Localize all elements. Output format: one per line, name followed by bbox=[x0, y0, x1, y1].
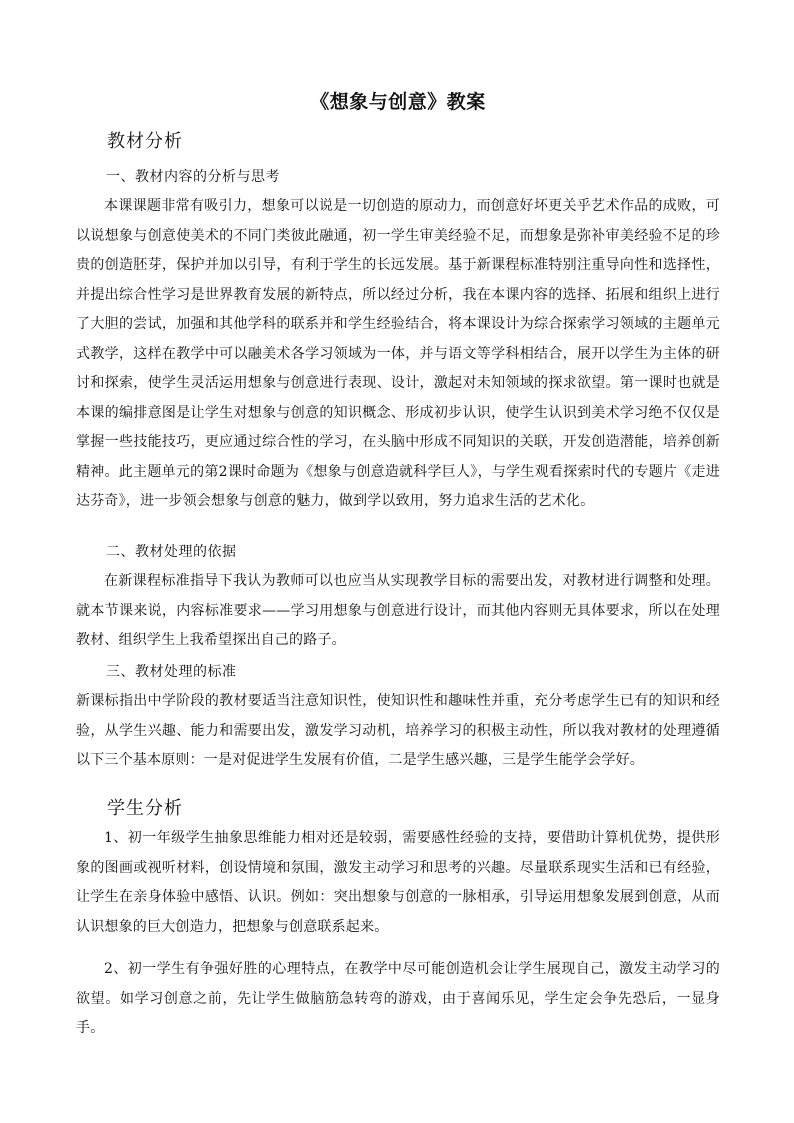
subheading-content-analysis: 一、教材内容的分析与思考 bbox=[106, 169, 280, 185]
paragraph-processing-basis: 在新课程标准指导下我认为教师可以也应当从实现教学目标的需要出发，对教材进行调整和处理。就本节课来说，内容标准要求——学习用想象与创意进行设计，而其他内容则无具体要求，所以在处理教材、组织学生上我希望探出自己的路子。 bbox=[76, 573, 720, 648]
document-title: 《想象与创意》教案 bbox=[310, 91, 486, 113]
subheading-processing-standard: 三、教材处理的标准 bbox=[106, 664, 237, 680]
section-heading-student-analysis: 学生分析 bbox=[107, 798, 183, 819]
paragraph-student-analysis-1: 1、初一年级学生抽象思维能力相对还是较弱，需要感性经验的支持，要借助计算机优势，提供形象的图画或视听材料，创设情境和氛围，激发主动学习和思考的兴趣。尽量联系现实生活和已有经验，让学生在亲身体验中感悟、认识。例如：突出想象与创意的一脉相承，引导运用想象发展到创意，从而认识想象的巨大创造力，把想象与创意联系起来。 bbox=[76, 830, 720, 935]
paragraph-student-analysis-2: 2、初一学生有争强好胜的心理特点，在教学中尽可能创造机会让学生展现自己，激发主动学习的欲望。如学习创意之前，先让学生做脑筋急转弯的游戏，由于喜闻乐见，学生定会争先恐后，一显身手。 bbox=[76, 961, 720, 1036]
subheading-processing-basis: 二、教材处理的依据 bbox=[106, 544, 237, 560]
paragraph-content-analysis: 本课课题非常有吸引力，想象可以说是一切创造的原动力，而创意好坏更关乎艺术作品的成败，可以说想象与创意使美术的不同门类彼此融通，初一学生审美经验不足，而想象是弥补审美经验不足的珍贵的创造胚芽，保护并加以引导，有利于学生的长远发展。基于新课程标准特别注重导向性和选择性，并提出综合性学习是世界教育发展的新特点，所以经过分析，我在本课内容的选择、拓展和组织上进行了大胆的尝试，加强和其他学科的联系并和学生经验结合，将本课设计为综合探索学习领域的主题单元式教学，这样在教学中可以融美术各学习领域为一体，并与语文等学科相结合，展开以学生为主体的研讨和探索，使学生灵活运用想象与创意进行表现、设计，激起对未知领域的探求欲望。第一课时也就是本课的编排意图是让学生对想象与创意的知识概念、形成初步认识，使学生认识到美术学习绝不仅仅是掌握一些技能技巧，更应通过综合性的学习，在头脑中形成不同知识的关联，开发创造潜能，培养创新精神。此主题单元的第2课时命题为《想象与创意造就科学巨人》，与学生观看探索时代的专题片《走进达芬奇》，进一步领会想象与创意的魅力，做到学以致用，努力追求生活的艺术化。 bbox=[76, 198, 720, 509]
section-heading-textbook-analysis: 教材分析 bbox=[107, 131, 183, 152]
paragraph-processing-standard: 新课标指出中学阶段的教材要适当注意知识性，使知识性和趣味性并重，充分考虑学生已有的知识和经验，从学生兴趣、能力和需要出发，激发学习动机，培养学习的积极主动性，所以我对教材的处理遵循以下三个基本原则：一是对促进学生发展有价值，二是学生感兴趣，三是学生能学会学好。 bbox=[76, 693, 720, 768]
